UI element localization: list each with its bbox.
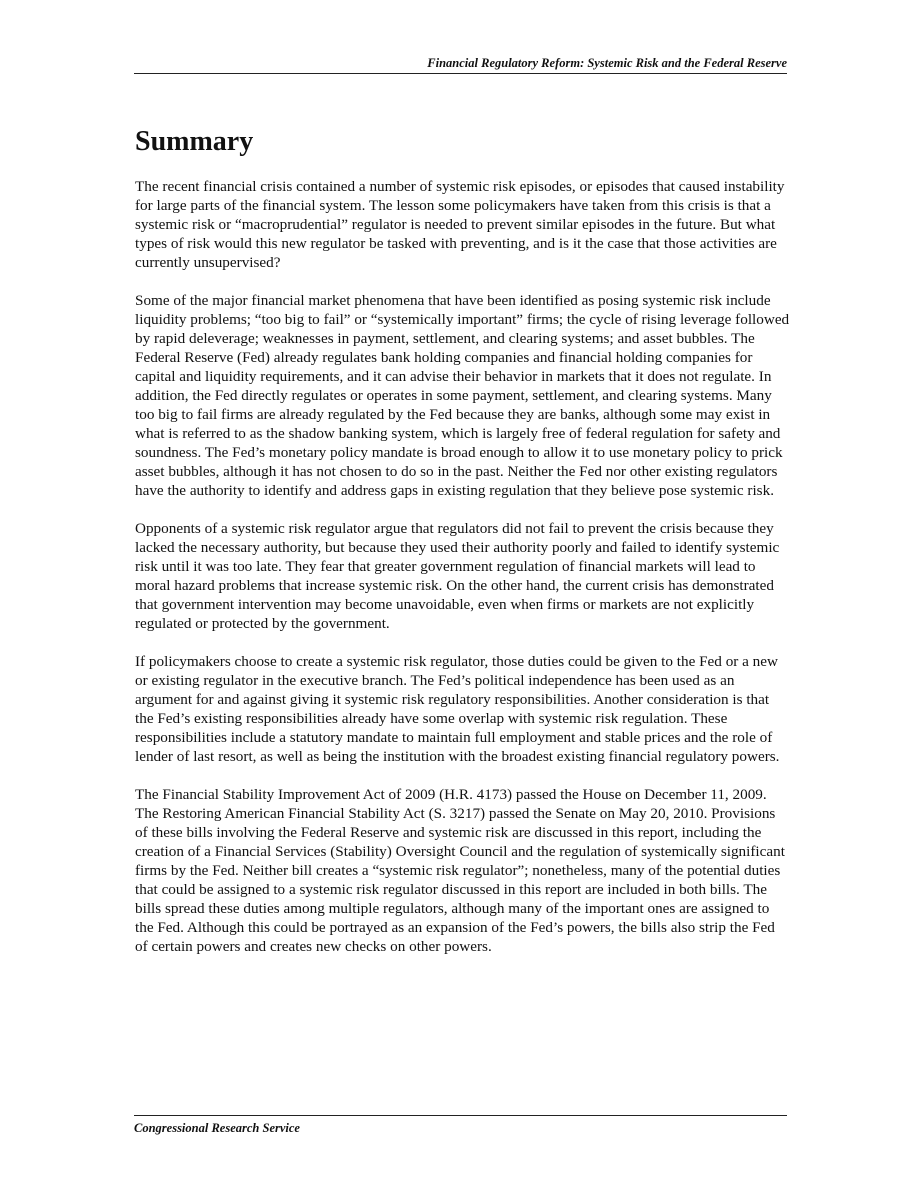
summary-paragraph-4: If policymakers choose to create a systemic risk regulator, those duties could be given to the Fed or a new or existing regulator in the executive branch. The Fed’s political independence has been used as an argument for and against giving it systemic risk regulatory responsibilities. Another consideration is that the Fed’s existing responsibilities already have some overlap with systemic risk regulation. These responsibilities include a statutory mandate to maintain full employment and stable prices and the role of lender of last resort, as well as being the institution with the broadest existing financial regulatory powers. [135, 653, 780, 765]
summary-body [135, 177, 790, 975]
summary-paragraph-3: Opponents of a systemic risk regulator argue that regulators did not fail to prevent the crisis because they lacked the necessary authority, but because they used their authority poorly and failed to identify systemic risk until it was too late. They fear that greater government regulation of financial markets will lead to moral hazard problems that increase systemic risk. On the other hand, the current crisis has demonstrated that government intervention may become unavoidable, even when firms or markets are not explicitly regulated or protected by the government. [135, 520, 780, 632]
summary-paragraph-1: The recent financial crisis contained a number of systemic risk episodes, or episodes that caused instability for large parts of the financial system. The lesson some policymakers have taken from this crisis is that a systemic risk or “macroprudential” regulator is needed to prevent similar episodes in the future. But what types of risk would this new regulator be tasked with preventing, and is it the case that those activities are currently unsupervised? [135, 178, 785, 271]
summary-paragraph-2: Some of the major financial market phenomena that have been identified as posing systemic risk include liquidity problems; “too big to fail” or “systemically important” firms; the cycle of rising leverage followed by rapid deleverage; weaknesses in payment, settlement, and clearing systems; and asset bubbles. The Federal Reserve (Fed) already regulates bank holding companies and financial holding companies for capital and liquidity requirements, and it can advise their behavior in markets that it does not regulate. In addition, the Fed directly regulates or operates in some payment, settlement, and clearing systems. Many too big to fail firms are already regulated by the Fed because they are banks, although some may exist in what is referred to as the shadow banking system, which is largely free of federal regulation for safety and soundness. The Fed’s monetary policy mandate is broad enough to allow it to use monetary policy to prick asset bubbles, although it has not chosen to do so in the past. Neither the Fed nor other existing regulators have the authority to identify and address gaps in existing regulation that they believe pose systemic risk. [135, 292, 790, 499]
running-header: Financial Regulatory Reform: Systemic Risk and the Federal Reserve [134, 56, 787, 74]
summary-paragraph-5: The Financial Stability Improvement Act of 2009 (H.R. 4173) passed the House on December 11, 2009. The Restoring American Financial Stability Act (S. 3217) passed the Senate on May 20, 2010. Provisions of these bills involving the Federal Reserve and systemic risk are discussed in this report, including the creation of a Financial Services (Stability) Oversight Council and the regulation of systemically significant firms by the Fed. Neither bill creates a “systemic risk regulator”; nonetheless, many of the potential duties that could be assigned to a systemic risk regulator discussed in this report are included in both bills. The bills spread these duties among multiple regulators, although many of the important ones are assigned to the Fed. Although this could be portrayed as an expansion of the Fed’s powers, the bills also strip the Fed of certain powers and creates new checks on other powers. [135, 786, 785, 955]
running-footer: Congressional Research Service [134, 1115, 787, 1136]
page-title: Summary [135, 126, 254, 157]
